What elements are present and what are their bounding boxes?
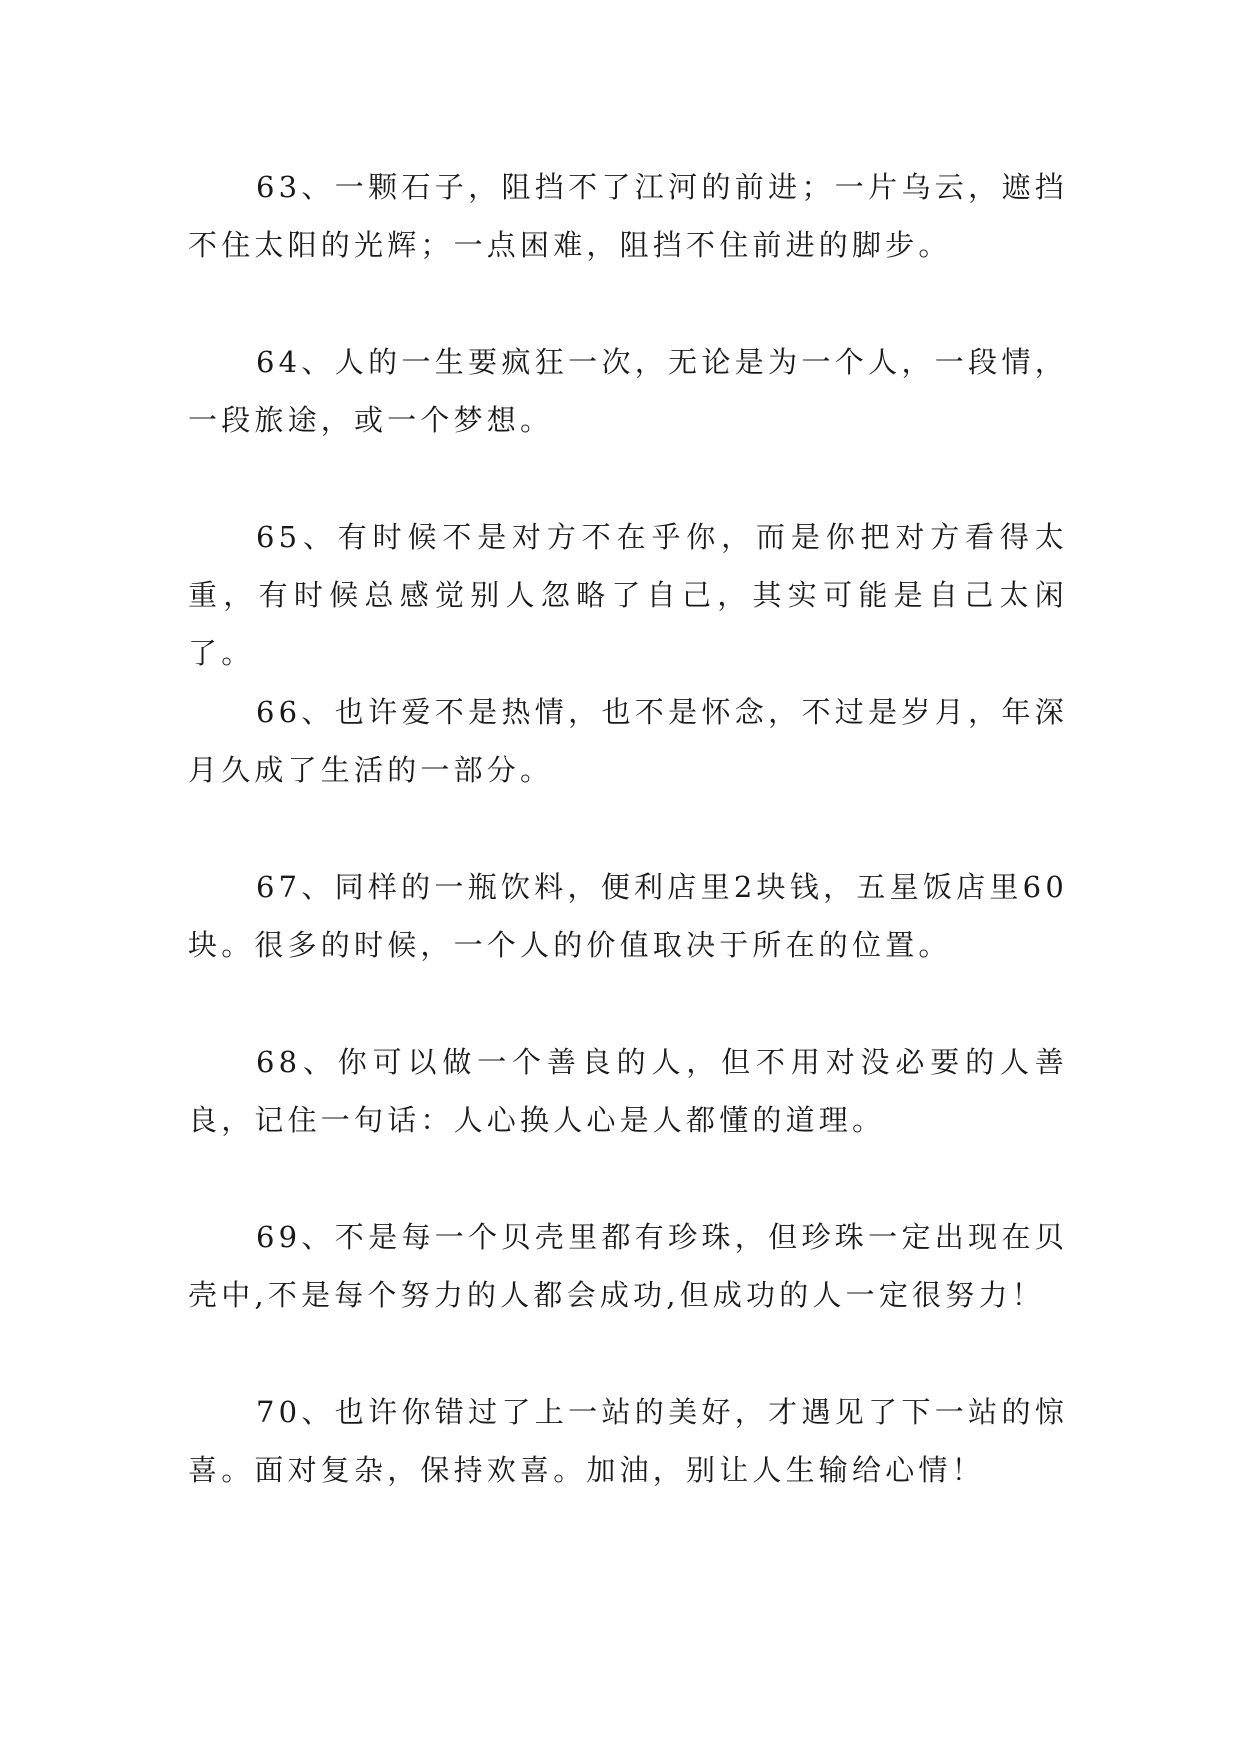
quote-paragraph-65: 65、有时候不是对方不在乎你，而是你把对方看得太重，有时候总感觉别人忽略了自己，其实可能是自己太闲了。 (188, 520, 1068, 670)
quote-paragraph-70: 70、也许你错过了上一站的美好，才遇见了下一站的惊喜。面对复杂，保持欢喜。加油，别让人生输给心情！ (188, 1395, 1068, 1487)
quote-paragraph-64: 64、人的一生要疯狂一次，无论是为一个人，一段情，一段旅途，或一个梦想。 (188, 345, 1068, 437)
quote-paragraph-68: 68、你可以做一个善良的人，但不用对没必要的人善良，记住一句话：人心换人心是人都懂的道理。 (188, 1045, 1068, 1137)
quote-paragraph-66: 66、也许爱不是热情，也不是怀念，不过是岁月，年深月久成了生活的一部分。 (188, 695, 1068, 787)
quote-paragraph-63: 63、一颗石子，阻挡不了江河的前进；一片乌云，遮挡不住太阳的光辉；一点困难，阻挡不住前进的脚步。 (188, 170, 1068, 262)
quote-paragraph-67: 67、同样的一瓶饮料，便利店里2块钱，五星饭店里60块。很多的时候，一个人的价值取决于所在的位置。 (188, 870, 1068, 962)
quote-paragraph-69: 69、不是每一个贝壳里都有珍珠，但珍珠一定出现在贝壳中,不是每个努力的人都会成功,但成功的人一定很努力！ (188, 1220, 1068, 1312)
